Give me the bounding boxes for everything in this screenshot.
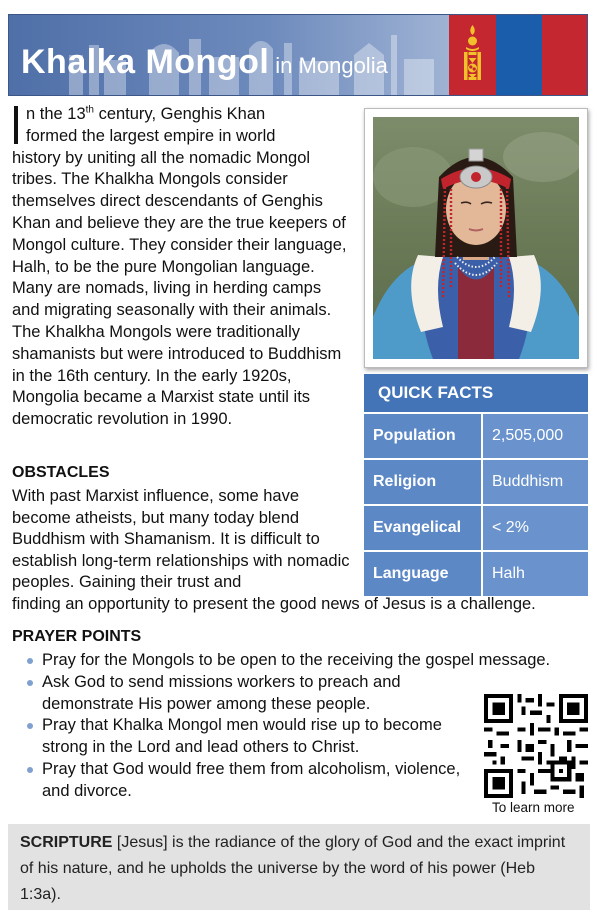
quick-facts-title: QUICK FACTS — [364, 374, 588, 412]
fact-label: Language — [364, 552, 481, 596]
dropcap-letter — [14, 106, 18, 144]
fact-value: Buddhism — [483, 460, 588, 504]
flag-left-band — [449, 15, 496, 96]
intro-line1-a: n the 13 — [26, 105, 86, 123]
header-banner — [8, 14, 588, 96]
fact-value: Halh — [483, 552, 588, 596]
fact-value: < 2% — [483, 506, 588, 550]
intro-line2: formed the largest empire in world — [26, 126, 276, 145]
photo-frame — [364, 108, 588, 368]
prayer-point: Pray that God would free them from alcoholism, violence, and divorce. — [24, 759, 474, 803]
scripture-label: SCRIPTURE — [20, 834, 113, 851]
fact-label: Population — [364, 414, 481, 458]
qr-caption: To learn more — [492, 800, 575, 815]
mongolia-flag — [449, 15, 588, 96]
qr-code[interactable] — [484, 694, 588, 798]
prayer-point: Ask God to send missions workers to preach and demonstrate His power among these people. — [24, 672, 474, 716]
intro-line1-sup: th — [85, 104, 94, 116]
intro-paragraph — [12, 104, 352, 431]
fact-label: Evangelical — [364, 506, 481, 550]
fact-label: Religion — [364, 460, 481, 504]
intro-body: history by uniting all the nomadic Mongol tribes. The Khalkha Mongols consider themselves direct descendants of Genghis Khan and believe they are the true keepers of Mongol culture. They consider their language, Halh, to be the pure Mongolian language. Many are nomads, living in herding camps and migrating seasonally with their animals. The Khalkha Mongols were traditionally shamanists but were introduced to Buddhism in the 16th century. In the early 1920s, Mongolia became a Marxist state until its democratic revolution in 1990. — [12, 148, 347, 429]
mongol-woman-photo — [373, 117, 579, 359]
obstacles-heading: OBSTACLES — [12, 464, 110, 481]
page-title — [21, 43, 388, 82]
fact-row-language — [364, 552, 588, 596]
fact-row-population — [364, 414, 588, 458]
scripture-box — [8, 824, 590, 910]
prayer-point: Pray for the Mongols to be open to the receiving the gospel message. — [24, 650, 584, 672]
fact-value: 2,505,000 — [483, 414, 588, 458]
soyombo-icon — [449, 15, 496, 96]
flag-center-band — [496, 15, 542, 96]
quick-facts-table — [364, 374, 588, 596]
prayer-points-heading: PRAYER POINTS — [12, 628, 142, 645]
fact-row-evangelical — [364, 506, 588, 550]
obstacles-text: With past Marxist influence, some have become atheists, but many today blend Buddhism with Shamanism. It is difficult to establish long-term relationships with nomadic peoples. Gaining their trust and — [12, 487, 350, 592]
obstacles-last-line: finding an opportunity to present the good news of Jesus is a challenge. — [12, 595, 536, 613]
prayer-point: Pray that Khalka Mongol men would rise up to become strong in the Lord and lead others to Christ. — [24, 715, 474, 759]
fact-row-religion — [364, 460, 588, 504]
people-group-name: Khalka Mongol — [21, 43, 270, 81]
flag-right-band — [542, 15, 588, 96]
scripture-text: [Jesus] is the radiance of the glory of God and the exact imprint of his nature, and he upholds the universe by the word of his power (Heb 1:3a). — [20, 834, 566, 903]
intro-line1-b: century, Genghis Khan — [93, 105, 266, 123]
country-label: in Mongolia — [275, 53, 388, 78]
